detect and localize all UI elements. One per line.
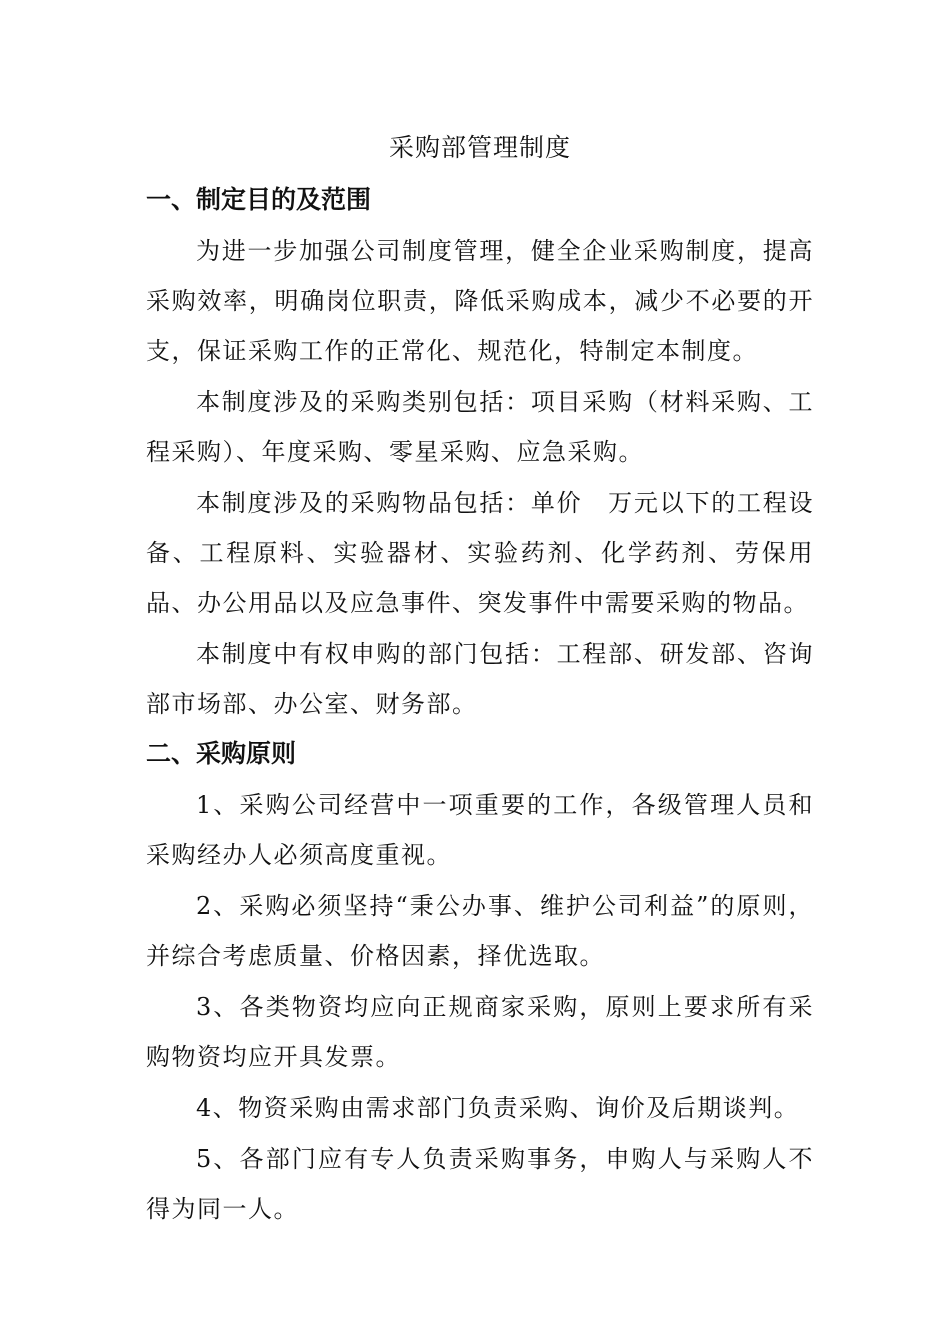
section-heading: 一、制定目的及范围: [146, 185, 372, 214]
page-title: 采购部管理制度: [388, 133, 571, 162]
paragraph: 3、各类物资均应向正规商家采购，原则上要求所有采购物资均应开具发票。: [146, 993, 814, 1071]
section-heading: 二、采购原则: [146, 739, 297, 768]
paragraph: 2、采购必须坚持“秉公办事、维护公司利益”的原则，并综合考虑质量、价格因素，择优选取。: [146, 892, 814, 970]
section-procurement-principles: [146, 730, 814, 1234]
paragraph: 本制度涉及的采购类别包括：项目采购（材料采购、工程采购）、年度采购、零星采购、应急采购。: [146, 388, 814, 466]
paragraph: 5、各部门应有专人负责采购事务，申购人与采购人不得为同一人。: [146, 1145, 814, 1223]
paragraph: 为进一步加强公司制度管理，健全企业采购制度，提高采购效率，明确岗位职责，降低采购成本，减少不必要的开支，保证采购工作的正常化、规范化，特制定本制度。: [146, 237, 814, 365]
paragraph: 4、物资采购由需求部门负责采购、询价及后期谈判。: [196, 1094, 800, 1122]
paragraph: 本制度涉及的采购物品包括：单价 万元以下的工程设备、工程原料、实验器材、实验药剂、化学药剂、劳保用品、办公用品以及应急事件、突发事件中需要采购的物品。: [146, 489, 814, 617]
paragraph: 1、采购公司经营中一项重要的工作，各级管理人员和采购经办人必须高度重视。: [146, 791, 814, 869]
paragraph: 本制度中有权申购的部门包括：工程部、研发部、咨询部市场部、办公室、财务部。: [146, 640, 814, 718]
document-page: [146, 128, 814, 1235]
section-purpose-scope: [146, 176, 814, 729]
